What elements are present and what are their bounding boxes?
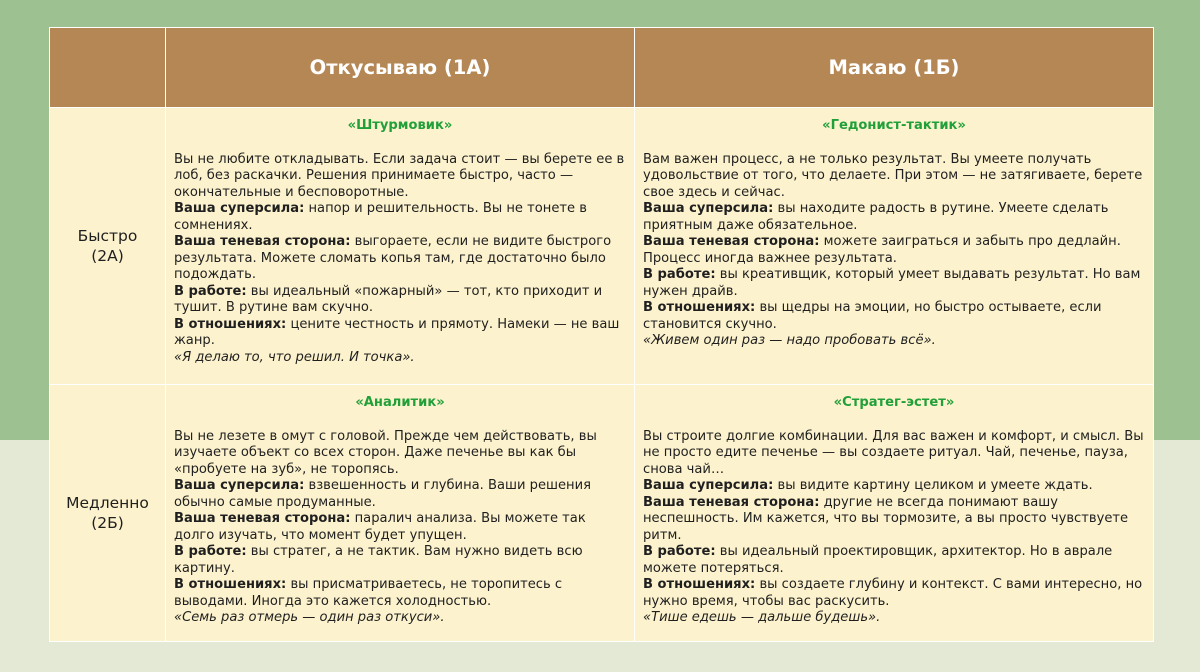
type-cell xyxy=(635,385,1154,642)
row-label xyxy=(50,108,166,385)
row-label-line1: Медленно xyxy=(66,494,149,512)
table-row xyxy=(50,108,1154,385)
shadow-label: Ваша теневая сторона: xyxy=(643,494,820,510)
shadow-text: выгораете, если не видите быстрого результата. Можете сломать копья там, где достаточно было подождать. xyxy=(174,234,612,282)
type-intro: Вы не лезете в омут с головой. Прежде чем действовать, вы изучаете объект со всех сторон. Даже печенье вы как бы «пробуете на зуб», не торопясь. xyxy=(174,428,597,477)
table-row xyxy=(50,385,1154,642)
shadow-line xyxy=(643,234,1145,267)
work-line xyxy=(643,267,1145,300)
work-line xyxy=(174,544,626,577)
superpower-line xyxy=(174,201,626,234)
type-cell xyxy=(166,385,635,642)
superpower-text: вы находите радость в рутине. Умеете сделать приятным даже обязательное. xyxy=(643,201,1109,233)
type-quote: «Тише едешь — дальше будешь». xyxy=(643,610,881,625)
shadow-text: паралич анализа. Вы можете так долго изучать, что момент будет упущен. xyxy=(174,511,586,543)
type-quote: «Живем один раз — надо пробовать всё». xyxy=(643,333,936,348)
superpower-text: напор и решительность. Вы не тонете в сомнениях. xyxy=(174,201,587,233)
superpower-text: взвешенность и глубина. Ваши решения обычно самые продуманные. xyxy=(174,478,591,510)
shadow-text: другие не всегда понимают вашу неспешность. Им кажется, что вы тормозите, а вы просто чувствуете ритм. xyxy=(643,494,1129,543)
type-intro: Вы не любите откладывать. Если задача стоит — вы берете ее в лоб, без раскачки. Решения принимаете быстро, часто — окончательные и бесповоротные. xyxy=(174,151,625,200)
header-col2: Макаю (1Б) xyxy=(635,28,1154,108)
type-title: «Гедонист-тактик» xyxy=(822,118,966,133)
superpower-label: Ваша суперсила: xyxy=(643,201,774,216)
personality-table xyxy=(49,27,1153,642)
shadow-line xyxy=(643,495,1145,545)
relations-label: В отношениях: xyxy=(174,316,287,332)
work-text: вы идеальный проектировщик, архитектор. Но в аврале можете потеряться. xyxy=(643,544,1113,576)
relations-text: вы присматриваетесь, не торопитесь с выводами. Иногда это кажется холодностью. xyxy=(174,577,563,609)
relations-label: В отношениях: xyxy=(643,577,756,592)
superpower-line xyxy=(643,201,1145,234)
row-label-line2: (2Б) xyxy=(91,514,124,532)
superpower-label: Ваша суперсила: xyxy=(174,201,305,216)
row-label-line2: (2А) xyxy=(91,247,124,265)
relations-label: В отношениях: xyxy=(643,300,756,315)
type-title: «Штурмовик» xyxy=(347,118,453,133)
type-cell xyxy=(166,108,635,385)
relations-text: цените честность и прямоту. Намеки — не ваш жанр. xyxy=(174,316,620,348)
type-quote: «Я делаю то, что решил. И точка». xyxy=(174,349,415,365)
work-line xyxy=(174,284,626,317)
relations-line xyxy=(174,317,626,350)
work-text: вы креативщик, который умеет выдавать результат. Но вам нужен драйв. xyxy=(643,267,1141,299)
superpower-text: вы видите картину целиком и умеете ждать. xyxy=(777,478,1093,493)
row-label-line1: Быстро xyxy=(77,227,138,245)
superpower-line xyxy=(174,478,626,511)
superpower-label: Ваша суперсила: xyxy=(174,478,305,493)
work-label: В работе: xyxy=(174,283,247,299)
work-label: В работе: xyxy=(643,544,716,559)
header-corner xyxy=(50,28,166,108)
relations-line xyxy=(174,577,626,610)
relations-text: вы щедры на эмоции, но быстро остываете, если становится скучно. xyxy=(643,300,1102,332)
type-title: «Аналитик» xyxy=(355,395,445,410)
type-intro: Вы строите долгие комбинации. Для вас важен и комфорт, и смысл. Вы не просто едите печенье — вы создаете ритуал. Чай, печенье, пауза, снова чай… xyxy=(643,428,1144,477)
superpower-label: Ваша суперсила: xyxy=(643,478,774,493)
work-line xyxy=(643,544,1145,577)
shadow-text: можете заиграться и забыть про дедлайн. Процесс иногда важнее результата. xyxy=(643,234,1121,266)
shadow-label: Ваша теневая сторона: xyxy=(174,234,351,249)
shadow-label: Ваша теневая сторона: xyxy=(174,511,351,526)
work-text: вы идеальный «пожарный» — тот, кто приходит и тушит. В рутине вам скучно. xyxy=(174,283,603,315)
shadow-label: Ваша теневая сторона: xyxy=(643,234,820,249)
relations-label: В отношениях: xyxy=(174,577,287,592)
work-label: В работе: xyxy=(174,544,247,559)
shadow-line xyxy=(174,234,626,284)
relations-line xyxy=(643,300,1145,333)
type-title: «Стратег-эстет» xyxy=(833,395,955,410)
header-col1: Откусываю (1А) xyxy=(166,28,635,108)
type-quote: «Семь раз отмерь — один раз откуси». xyxy=(174,610,445,625)
row-label xyxy=(50,385,166,642)
work-text: вы стратег, а не тактик. Вам нужно видеть всю картину. xyxy=(174,544,583,576)
matrix-table xyxy=(49,27,1154,642)
type-cell xyxy=(635,108,1154,385)
relations-line xyxy=(643,577,1145,610)
header-row xyxy=(50,28,1154,108)
work-label: В работе: xyxy=(643,267,716,282)
type-intro: Вам важен процесс, а не только результат. Вы умеете получать удовольствие от того, что делаете. При этом — не затягиваете, берете свое здесь и сейчас. xyxy=(643,151,1143,200)
relations-text: вы создаете глубину и контекст. С вами интересно, но нужно время, чтобы вас раскусить. xyxy=(643,577,1143,609)
shadow-line xyxy=(174,511,626,544)
superpower-line xyxy=(643,478,1145,495)
